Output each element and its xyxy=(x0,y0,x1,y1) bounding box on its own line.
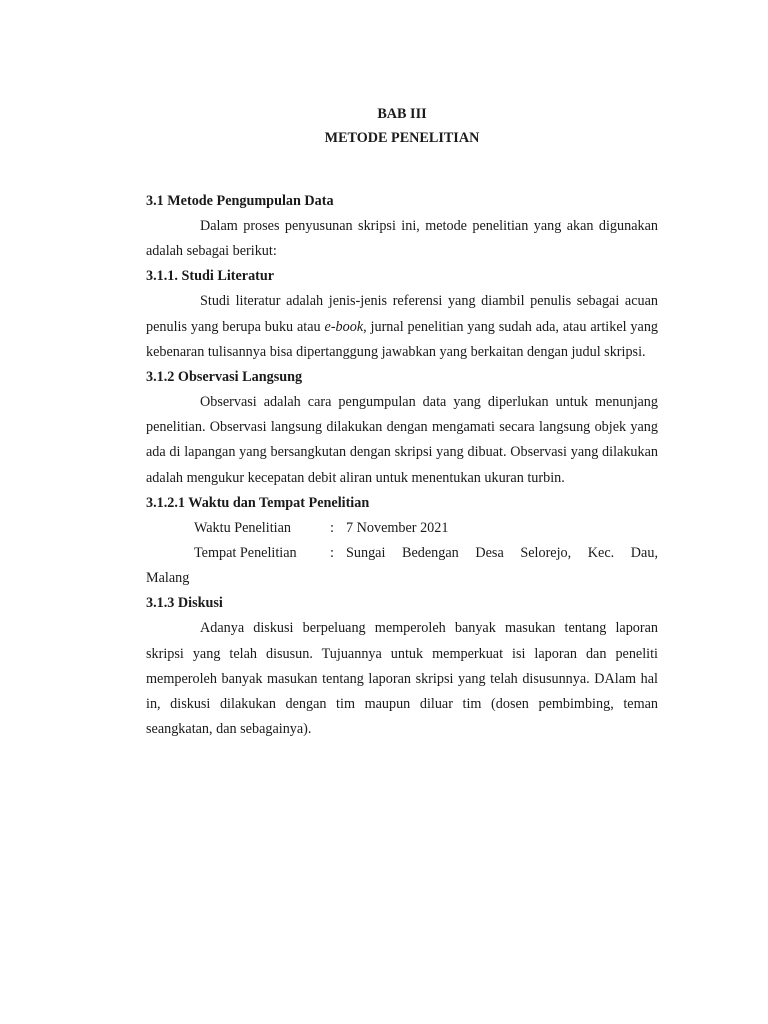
section-3-1-3-paragraph: Adanya diskusi berpeluang memperoleh banyak masukan tentang laporan skripsi yang telah disusun. Tujuannya untuk memperkuat isi laporan dan peneliti memperoleh banyak masukan tentang laporan skripsi yang telah disusunnya. DAlam hal in, diskusi dilakukan dengan tim maupun diluar tim (dosen pembimbing, teman seangkatan, dan sebagainya). xyxy=(146,620,658,738)
time-row xyxy=(146,516,658,541)
section-3-1-heading: 3.1 Metode Pengumpulan Data xyxy=(146,193,334,209)
document-page xyxy=(146,100,658,742)
section-3-1-3-heading: 3.1.3 Diskusi xyxy=(146,595,223,612)
section-3-1-paragraph: Dalam proses penyusunan skripsi ini, metode penelitian yang akan digunakan adalah sebagai berikut: xyxy=(146,218,658,260)
section-3-1-2-1-heading: 3.1.2.1 Waktu dan Tempat Penelitian xyxy=(146,494,370,511)
paragraph-text-start: Studi literatur adalah jenis-jenis referensi yang diambil penulis sebagai acuan penulis yang berupa buku atau xyxy=(146,293,658,335)
place-label: Tempat Penelitian xyxy=(194,545,297,562)
chapter-number: BAB III xyxy=(377,106,427,122)
time-colon: : xyxy=(330,519,334,536)
chapter-title: METODE PENELITIAN xyxy=(324,130,480,146)
place-value: Sungai Bedengan Desa Selorejo, Kec. Dau, xyxy=(346,545,658,562)
section-3-1-2-heading: 3.1.2 Observasi Langsung xyxy=(146,369,303,386)
section-3-1-1-heading: 3.1.1. Studi Literatur xyxy=(146,268,275,285)
section-3-1-2-paragraph: Observasi adalah cara pengumpulan data yang diperlukan untuk menunjang penelitian. Observasi langsung dilakukan dengan mengamati secara langsung objek yang ada di lapangan yang bersangkutan dengan skripsi yang dibuat. Observasi yang dilakukan adalah mengukur kecepatan debit aliran untuk menentukan ukuran turbin. xyxy=(146,394,658,486)
place-colon: : xyxy=(330,545,334,562)
ebook-term: e-book xyxy=(324,318,364,335)
place-value-continued: Malang xyxy=(146,570,190,587)
place-row xyxy=(146,541,658,566)
section-3-1-1-paragraph xyxy=(146,289,658,365)
time-label: Waktu Penelitian xyxy=(194,519,291,536)
paragraph-text-end: , jurnal penelitian yang sudah ada, atau artikel yang kebenaran tulisannya bisa dipertanggung jawabkan yang berkaitan dengan judul skripsi. xyxy=(146,318,659,360)
time-value: 7 November 2021 xyxy=(346,519,449,536)
